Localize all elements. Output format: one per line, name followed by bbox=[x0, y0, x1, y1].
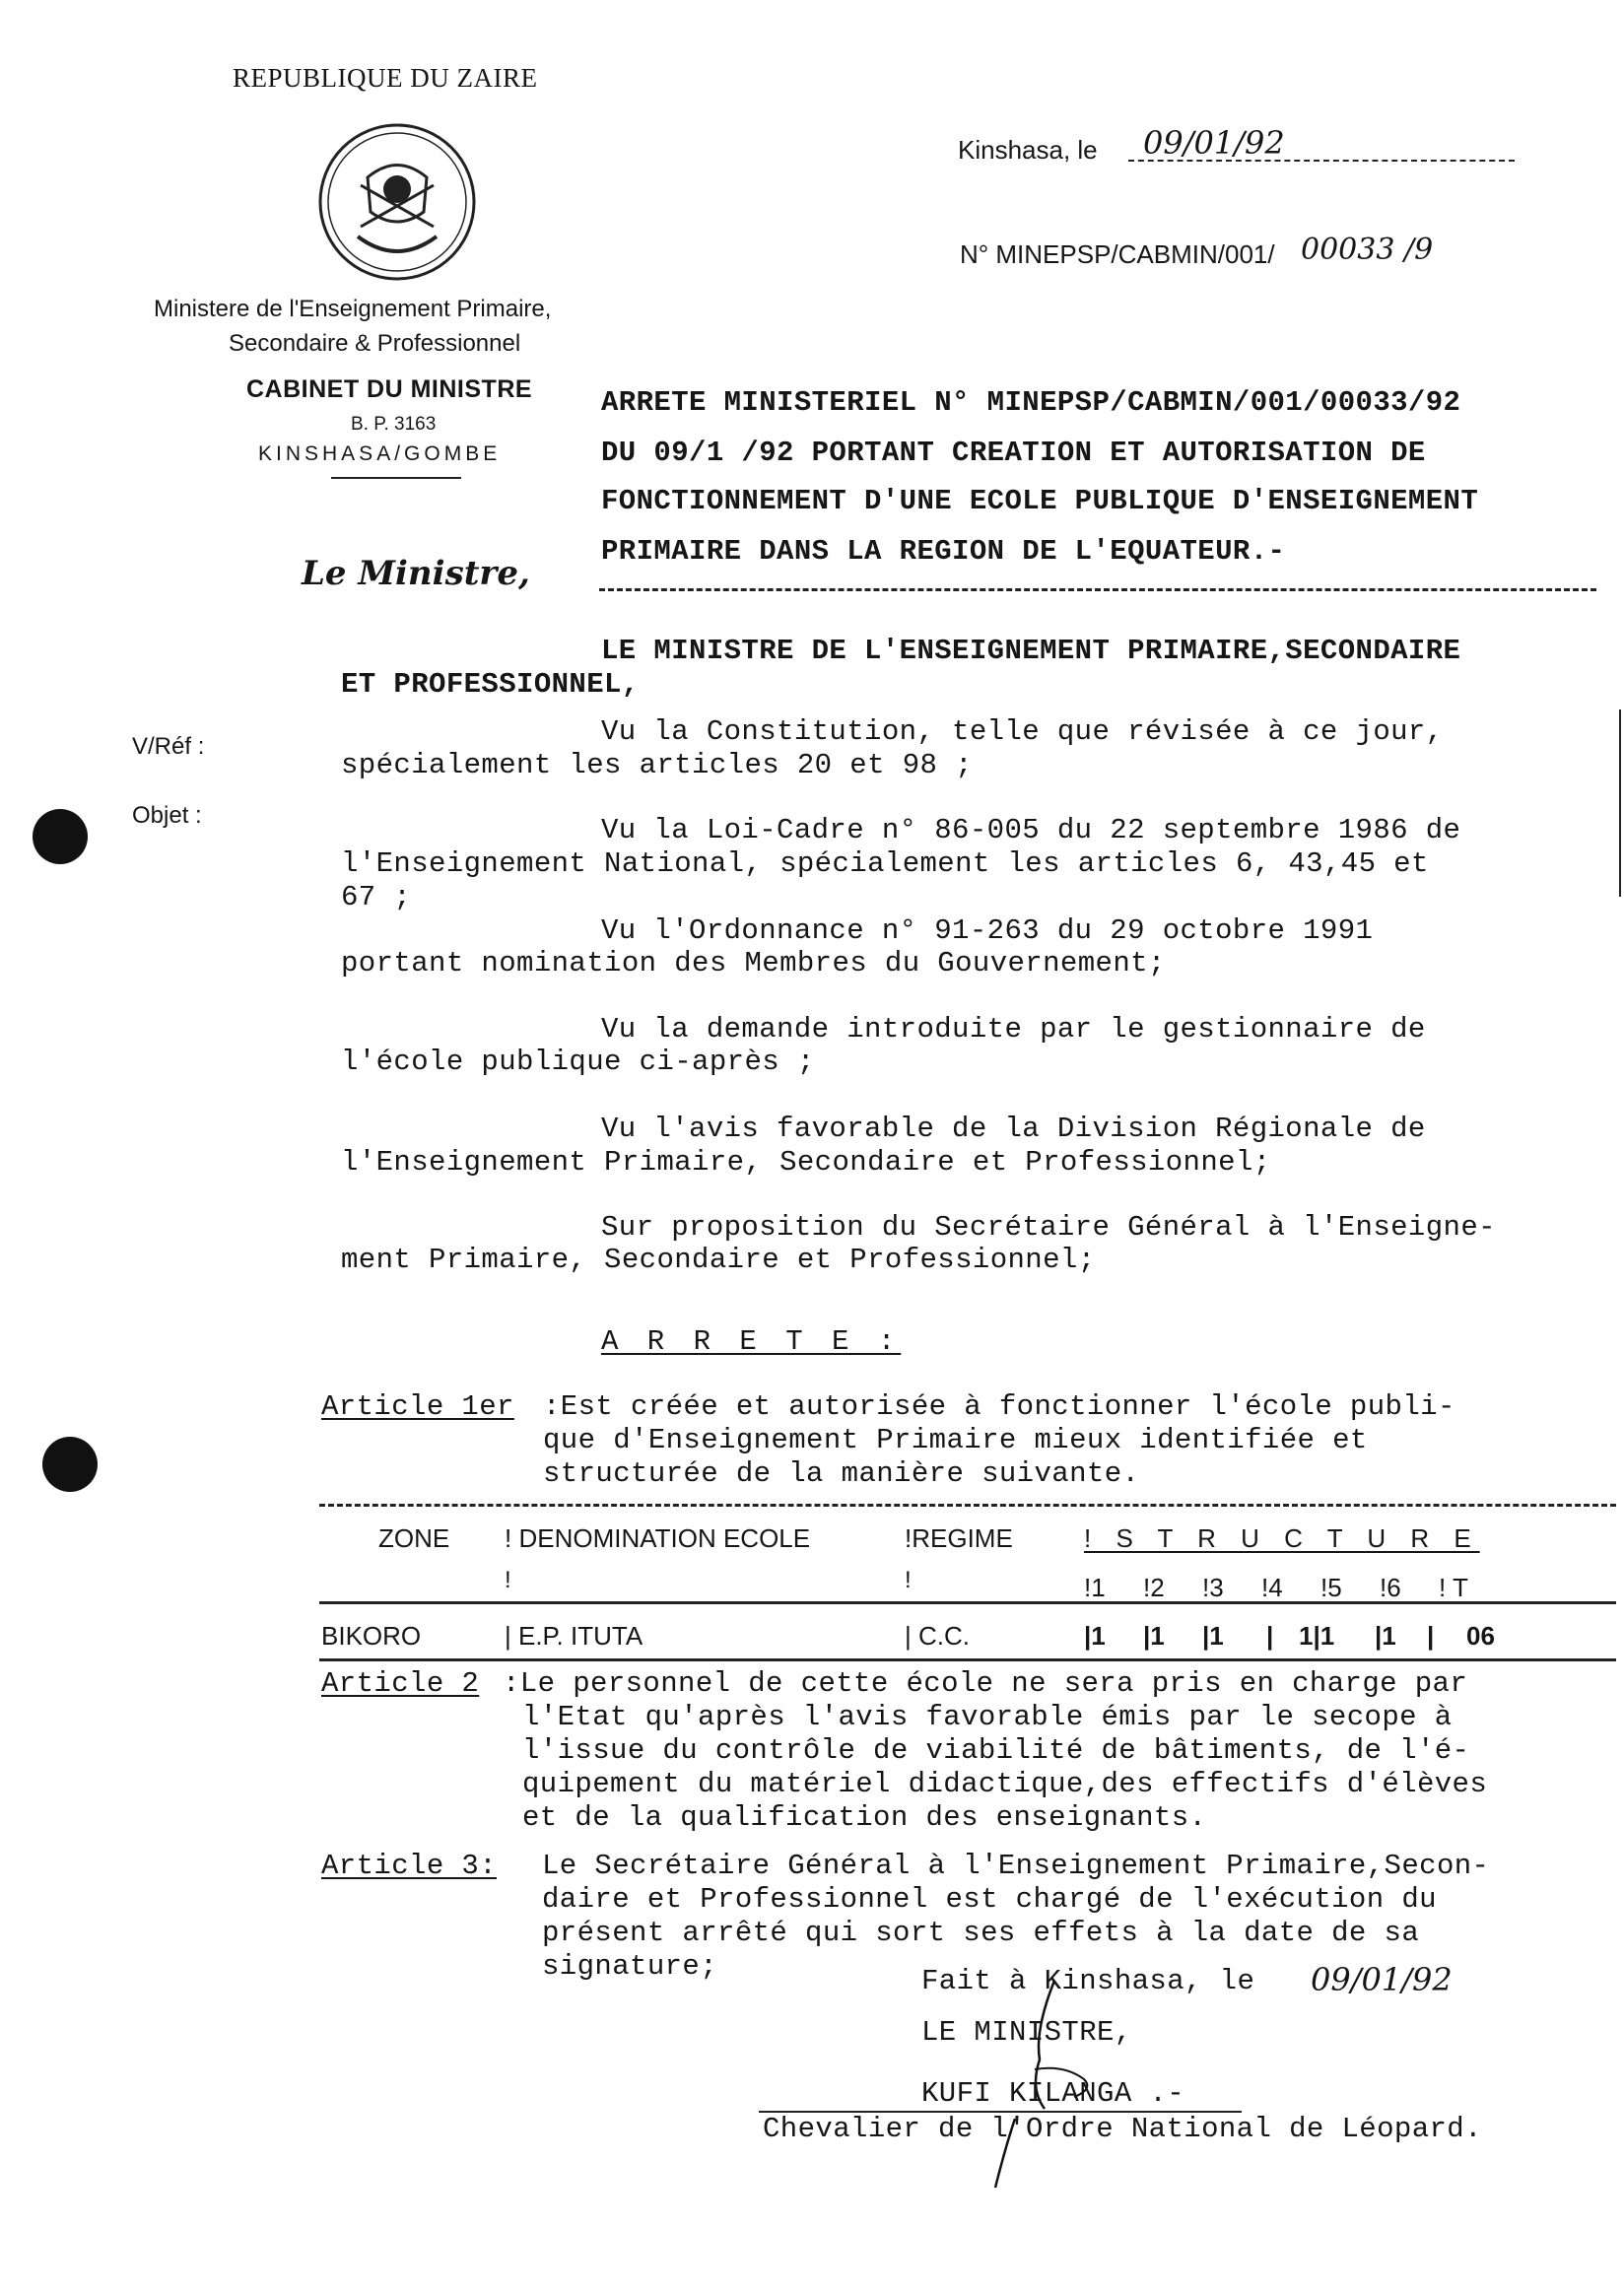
table-subheader-col-6: !6 bbox=[1380, 1573, 1401, 1602]
title-line2: DU 09/1 /92 PORTANT CREATION ET AUTORISATION DE bbox=[601, 437, 1426, 469]
city-label: KINSHASA/GOMBE bbox=[258, 442, 502, 465]
article1-line2: que d'Enseignement Primaire mieux identifiée et bbox=[543, 1424, 1368, 1456]
sur-proposition-line2: ment Primaire, Secondaire et Professionnel; bbox=[341, 1244, 1096, 1276]
table-subheader-col-2: !2 bbox=[1143, 1573, 1165, 1602]
signatory-name: KUFI KILANGA .- bbox=[921, 2077, 1185, 2110]
signature-le-ministre: LE MINISTRE, bbox=[921, 2016, 1132, 2049]
table-row-cell-6: |1 bbox=[1375, 1621, 1396, 1651]
ministry-name-line2: Secondaire & Professionnel bbox=[229, 330, 521, 357]
objet-label: Objet : bbox=[132, 802, 202, 829]
table-row-total: 06 bbox=[1466, 1621, 1495, 1651]
article3-line3: présent arrêté qui sort ses effets à la date de sa bbox=[542, 1917, 1420, 1949]
vu-ordonnance-line1: Vu l'Ordonnance n° 91-263 du 29 octobre 1991 bbox=[601, 914, 1374, 947]
vu-constitution-line1: Vu la Constitution, telle que révisée à ce jour, bbox=[601, 715, 1444, 748]
vu-avis-line1: Vu l'avis favorable de la Division Régionale de bbox=[601, 1113, 1426, 1145]
minister-line1: LE MINISTRE DE L'ENSEIGNEMENT PRIMAIRE,SECONDAIRE bbox=[601, 635, 1461, 667]
table-subheader-col-total: ! T bbox=[1439, 1573, 1468, 1602]
signatory-title: Chevalier de l'Ordre National de Léopard. bbox=[763, 2113, 1482, 2145]
table-bottom-rule bbox=[319, 1658, 1616, 1661]
punch-hole-bottom bbox=[42, 1437, 98, 1492]
arrete-heading: A R R E T E : bbox=[601, 1325, 902, 1358]
ministry-name-line1: Ministere de l'Enseignement Primaire, bbox=[154, 296, 552, 322]
sur-proposition-line1: Sur proposition du Secrétaire Général à l'Enseigne- bbox=[601, 1211, 1496, 1244]
table-row-cell-5: 1|1 bbox=[1299, 1621, 1335, 1651]
title-separator bbox=[599, 588, 1596, 591]
vref-label: V/Réf : bbox=[132, 733, 205, 760]
date-underline bbox=[1128, 160, 1515, 162]
title-line1: ARRETE MINISTERIEL N° MINEPSP/CABMIN/001/00033/92 bbox=[601, 386, 1461, 419]
date-label: Kinshasa, le bbox=[958, 135, 1098, 165]
vu-constitution-line2: spécialement les articles 20 et 98 ; bbox=[341, 749, 973, 781]
po-box: B. P. 3163 bbox=[351, 414, 437, 435]
table-subheader-col-5: !5 bbox=[1320, 1573, 1342, 1602]
article2-line5: et de la qualification des enseignants. bbox=[522, 1801, 1207, 1834]
punch-hole-top bbox=[33, 809, 88, 864]
table-row-cell-1: |1 bbox=[1084, 1621, 1106, 1651]
coat-of-arms-seal bbox=[313, 118, 481, 286]
table-header-zone: ZONE bbox=[378, 1523, 450, 1553]
article2-line2: l'Etat qu'après l'avis favorable émis par le secope à bbox=[522, 1701, 1453, 1733]
table-row-cell-4: | bbox=[1266, 1621, 1274, 1651]
table-top-separator bbox=[319, 1504, 1616, 1507]
vu-demande-line2: l'école publique ci-après ; bbox=[341, 1046, 815, 1078]
table-sub-denomination-mark: ! bbox=[505, 1567, 511, 1593]
article3-line2: daire et Professionnel est chargé de l'exécution du bbox=[542, 1883, 1437, 1916]
vu-loi-cadre-line2: l'Enseignement National, spécialement les articles 6, 43,45 et bbox=[341, 847, 1429, 880]
table-row-cell-2: |1 bbox=[1143, 1621, 1165, 1651]
minister-line2: ET PROFESSIONNEL, bbox=[341, 668, 640, 701]
table-header-structure: ! S T R U C T U R E bbox=[1084, 1523, 1480, 1553]
table-subheader-col-3: !3 bbox=[1202, 1573, 1224, 1602]
table-row-regime: | C.C. bbox=[905, 1621, 970, 1651]
article1-label: Article 1er bbox=[321, 1390, 514, 1423]
article2-line1: :Le personnel de cette école ne sera pris en charge par bbox=[503, 1667, 1468, 1700]
vu-loi-cadre-line1: Vu la Loi-Cadre n° 86-005 du 22 septembre 1986 de bbox=[601, 814, 1461, 846]
reference-number: N° MINEPSP/CABMIN/001/ bbox=[960, 239, 1275, 269]
article3-label: Article 3: bbox=[321, 1850, 498, 1882]
table-row-zone: BIKORO bbox=[321, 1621, 422, 1651]
date-value: 09/01/92 bbox=[1143, 124, 1285, 162]
scan-edge-line bbox=[1619, 709, 1621, 897]
table-row-denomination: | E.P. ITUTA bbox=[505, 1621, 643, 1651]
table-header-denomination: ! DENOMINATION ECOLE bbox=[505, 1523, 811, 1553]
article2-line4: quipement du matériel didactique,des effectifs d'élèves bbox=[522, 1768, 1488, 1800]
cabinet-label: CABINET DU MINISTRE bbox=[246, 375, 533, 403]
table-sub-regime-mark: ! bbox=[905, 1567, 912, 1593]
article3-line4: signature; bbox=[542, 1950, 718, 1983]
vu-demande-line1: Vu la demande introduite par le gestionnaire de bbox=[601, 1013, 1426, 1046]
table-row-cell-3: |1 bbox=[1202, 1621, 1224, 1651]
vu-avis-line2: l'Enseignement Primaire, Secondaire et Professionnel; bbox=[341, 1146, 1271, 1179]
article2-label: Article 2 bbox=[321, 1667, 480, 1700]
reference-number-tail: 00033 /9 bbox=[1301, 233, 1434, 267]
table-subheader-col-1: !1 bbox=[1084, 1573, 1106, 1602]
le-ministre-salutation: Le Ministre, bbox=[302, 554, 530, 593]
article2-line3: l'issue du contrôle de viabilité de bâtiments, de l'é- bbox=[522, 1734, 1470, 1767]
letterhead-rule bbox=[331, 477, 461, 479]
vu-ordonnance-line2: portant nomination des Membres du Gouvernement; bbox=[341, 947, 1166, 979]
table-subheader-col-4: !4 bbox=[1261, 1573, 1283, 1602]
title-line3: FONCTIONNEMENT D'UNE ECOLE PUBLIQUE D'ENSEIGNEMENT bbox=[601, 485, 1479, 517]
article1-line1: :Est créée et autorisée à fonctionner l'école publi- bbox=[543, 1390, 1455, 1423]
article3-line1: Le Secrétaire Général à l'Enseignement Primaire,Secon- bbox=[542, 1850, 1490, 1882]
table-row-cell-7: | bbox=[1427, 1621, 1435, 1651]
table-header-regime: !REGIME bbox=[905, 1523, 1013, 1553]
article1-line3: structurée de la manière suivante. bbox=[543, 1457, 1140, 1490]
vu-loi-cadre-line3: 67 ; bbox=[341, 881, 412, 913]
republic-heading: REPUBLIQUE DU ZAIRE bbox=[233, 63, 538, 93]
table-header-rule bbox=[319, 1601, 1616, 1604]
signature-date: 09/01/92 bbox=[1311, 1961, 1453, 1998]
title-line4: PRIMAIRE DANS LA REGION DE L'EQUATEUR.- bbox=[601, 535, 1286, 568]
fait-a-kinshasa: Fait à Kinshasa, le bbox=[921, 1965, 1255, 1997]
